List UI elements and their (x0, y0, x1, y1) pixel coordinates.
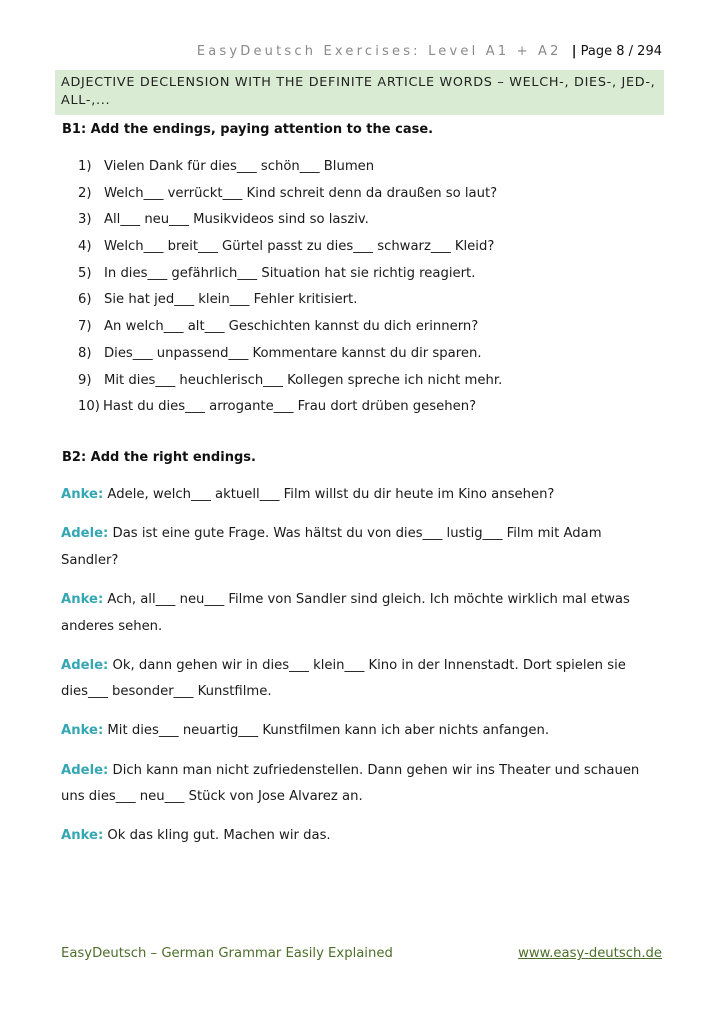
list-item (78, 287, 502, 314)
dialogue-text: Dich kann man nicht zufriedenstellen. Dann gehen wir ins Theater und schauen uns dies___ neu___ Stück von Jose Alvarez an. (61, 762, 640, 805)
item-number: 8) (78, 345, 92, 361)
item-text: Welch___ verrückt___ Kind schreit denn da draußen so laut? (104, 185, 498, 201)
dialogue-text: Mit dies___ neuartig___ Kunstfilmen kann ich aber nichts anfangen. (103, 723, 550, 739)
dialogue-text: Ok das kling gut. Machen wir das. (103, 828, 331, 844)
dialogue-line (61, 823, 661, 850)
list-item (78, 261, 502, 288)
item-number: 2) (78, 185, 92, 201)
list-item (78, 314, 502, 341)
list-item (78, 368, 502, 395)
speaker-name: Adele: (61, 762, 109, 778)
speaker-name: Anke: (61, 487, 104, 502)
item-number: 6) (78, 292, 92, 308)
speaker-name: Anke: (61, 828, 104, 844)
topic-banner-text: ADJECTIVE DECLENSION WITH THE DEFINITE ARTICLE WORDS – WELCH-, DIES-, JED-, ALL-,... (61, 75, 656, 108)
list-item (78, 234, 502, 261)
list-item (78, 207, 502, 234)
speaker-name: Anke: (61, 723, 104, 739)
speaker-name: Adele: (61, 526, 109, 542)
list-item (78, 154, 502, 181)
item-number: 5) (78, 265, 92, 281)
page-number: Page 8 / 294 (580, 44, 662, 59)
exercise-b2-title: B2: Add the right endings. (62, 450, 256, 465)
list-item (78, 394, 502, 421)
exercise-b1-list (78, 154, 502, 421)
dialogue-line (61, 521, 661, 574)
footer-tagline: EasyDeutsch – German Grammar Easily Explained (61, 946, 393, 961)
header-title: EasyDeutsch Exercises: Level A1 + A2 (196, 44, 562, 59)
speaker-name: Anke: (61, 591, 104, 607)
header-separator: | (571, 44, 577, 59)
list-item (78, 341, 502, 368)
dialogue-line (61, 718, 661, 745)
exercise-b1-title: B1: Add the endings, paying attention to the case. (62, 122, 434, 137)
item-text: Mit dies___ heuchlerisch___ Kollegen spreche ich nicht mehr. (104, 372, 503, 388)
dialogue-line (61, 587, 661, 640)
topic-banner (55, 70, 664, 115)
dialogue-text: Das ist eine gute Frage. Was hältst du von dies___ lustig___ Film mit Adam Sandler? (61, 526, 602, 568)
dialogue-line (61, 482, 661, 509)
dialogue-line (61, 758, 661, 811)
item-number: 4) (78, 239, 92, 255)
item-text: An welch___ alt___ Geschichten kannst du dich erinnern? (104, 319, 479, 335)
item-text: All___ neu___ Musikvideos sind so lasziv. (104, 212, 369, 228)
item-number: 7) (78, 319, 92, 335)
dialogue (61, 482, 661, 862)
item-text: In dies___ gefährlich___ Situation hat sie richtig reagiert. (104, 265, 476, 281)
item-text: Dies___ unpassend___ Kommentare kannst du dir sparen. (104, 345, 482, 361)
list-item (78, 181, 502, 208)
item-number: 10) (78, 399, 100, 415)
item-text: Welch___ breit___ Gürtel passt zu dies___ schwarz___ Kleid? (104, 239, 495, 255)
page-header (197, 44, 662, 59)
dialogue-text: Adele, welch___ aktuell___ Film willst du dir heute im Kino ansehen? (103, 487, 555, 502)
dialogue-text: Ach, all___ neu___ Filme von Sandler sind gleich. Ich möchte wirklich mal etwas anderes sehen. (61, 591, 630, 634)
footer-website-link[interactable]: www.easy-deutsch.de (518, 946, 662, 961)
item-text: Hast du dies___ arrogante___ Frau dort drüben gesehen? (103, 399, 477, 415)
item-text: Vielen Dank für dies___ schön___ Blumen (104, 159, 375, 174)
item-number: 1) (78, 159, 92, 174)
speaker-name: Adele: (61, 657, 109, 673)
item-number: 9) (78, 372, 92, 388)
dialogue-text: Ok, dann gehen wir in dies___ klein___ Kino in der Innenstadt. Dort spielen sie dies___ besonder___ Kunstfilme. (61, 657, 626, 700)
item-number: 3) (78, 212, 92, 228)
item-text: Sie hat jed___ klein___ Fehler kritisiert. (104, 292, 358, 308)
dialogue-line (61, 653, 661, 706)
